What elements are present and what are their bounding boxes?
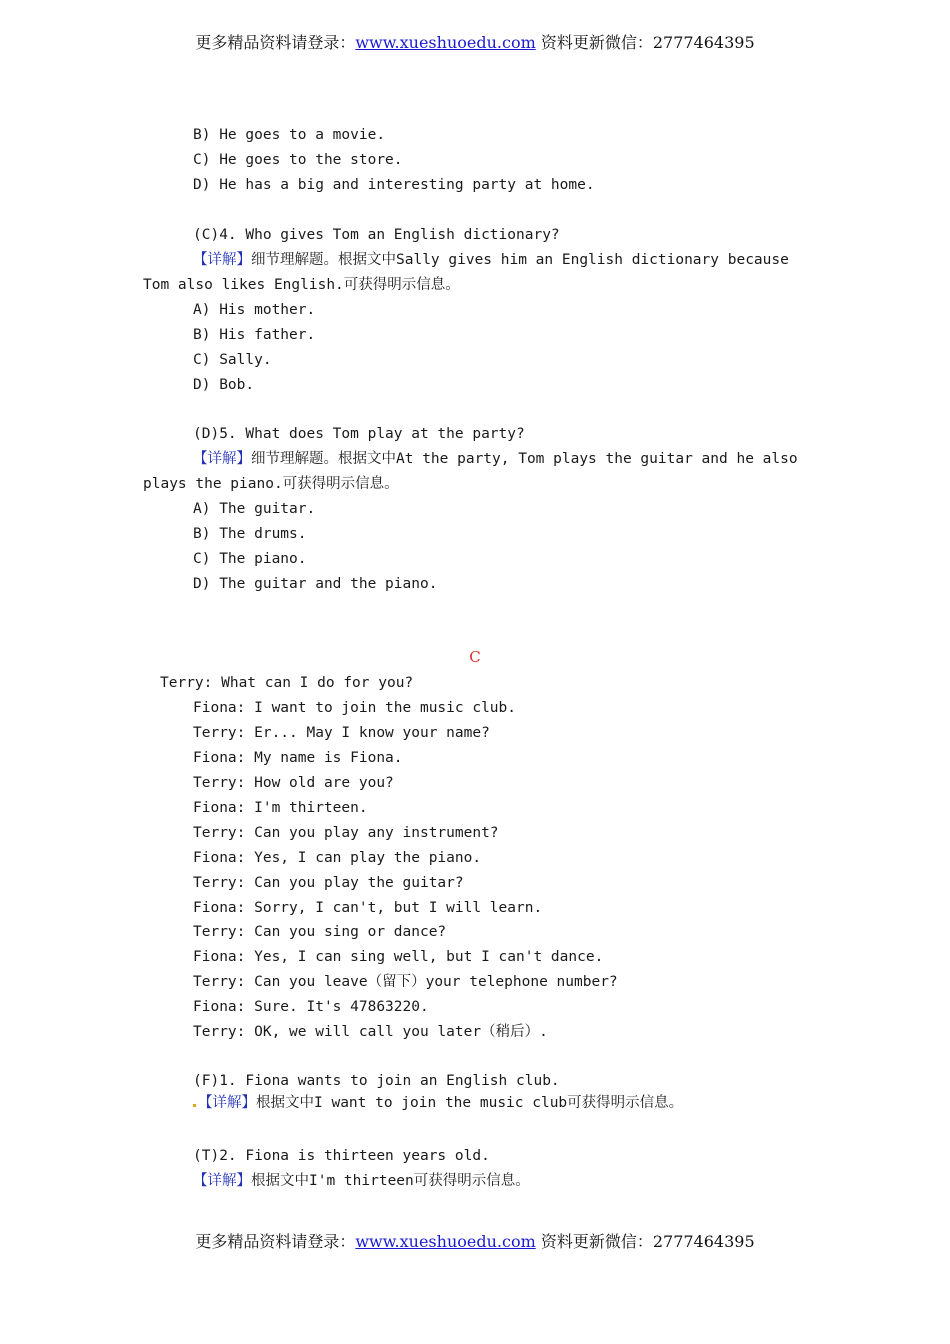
- dialogue-line: Terry: Can you leave（留下）your telephone number?: [193, 974, 618, 990]
- option-line: B) His father.: [193, 327, 316, 343]
- dialogue-line: Fiona: Sure. It's 47863220.: [193, 999, 429, 1015]
- explanation-tag: 【详解】: [193, 451, 251, 467]
- dialogue-line: Terry: What can I do for you?: [160, 675, 414, 691]
- question-line: (F)1. Fiona wants to join an English club.: [193, 1073, 560, 1089]
- explanation-tag: 【详解】: [193, 1173, 251, 1189]
- question-line: (C)4. Who gives Tom an English dictionary?: [193, 227, 560, 243]
- dialogue-line: Terry: OK, we will call you later（稍后）.: [193, 1024, 548, 1040]
- header-prefix: 更多精品资料请登录：: [195, 33, 356, 52]
- footer-suffix: 资料更新微信：2777464395: [535, 1232, 755, 1251]
- footer-link[interactable]: www.xueshuoedu.com: [355, 1232, 536, 1251]
- option-line: C) He goes to the store.: [193, 152, 403, 168]
- option-line: A) His mother.: [193, 302, 316, 318]
- question-line: (T)2. Fiona is thirteen years old.: [193, 1148, 490, 1164]
- option-line: D) He has a big and interesting party at home.: [193, 177, 595, 193]
- dialogue-line: Fiona: Yes, I can play the piano.: [193, 850, 482, 866]
- explanation-text: 根据文中I want to join the music club可获得明示信息。: [256, 1095, 684, 1111]
- explanation-text: 细节理解题。根据文中Sally gives him an English dictionary because: [251, 252, 789, 268]
- dialogue-line: Terry: Can you play the guitar?: [193, 875, 464, 891]
- dialogue-line: Terry: Can you sing or dance?: [193, 924, 447, 940]
- option-line: B) The drums.: [193, 526, 307, 542]
- dialogue-line: Fiona: I'm thirteen.: [193, 800, 368, 816]
- marker-dot: [193, 1104, 196, 1107]
- dialogue-line: Fiona: Sorry, I can't, but I will learn.: [193, 900, 543, 916]
- option-line: A) The guitar.: [193, 501, 316, 517]
- option-line: B) He goes to a movie.: [193, 127, 386, 143]
- dialogue-line: Terry: Er... May I know your name?: [193, 725, 490, 741]
- header-link[interactable]: www.xueshuoedu.com: [355, 33, 536, 52]
- dialogue-line: Fiona: I want to join the music club.: [193, 700, 517, 716]
- option-line: D) The guitar and the piano.: [193, 576, 438, 592]
- explanation-line: [193, 1093, 683, 1113]
- dialogue-line: Fiona: Yes, I can sing well, but I can't dance.: [193, 949, 604, 965]
- explanation-text: 细节理解题。根据文中At the party, Tom plays the guitar and he also: [251, 451, 798, 467]
- explanation-tag: 【详解】: [193, 252, 251, 268]
- option-line: C) The piano.: [193, 551, 307, 567]
- explanation-line: [193, 1171, 530, 1191]
- footer-prefix: 更多精品资料请登录：: [195, 1232, 356, 1251]
- dialogue-line: Terry: Can you play any instrument?: [193, 825, 499, 841]
- page-footer: [0, 1229, 950, 1252]
- page-header: [0, 30, 950, 53]
- explanation-text: 根据文中I'm thirteen可获得明示信息。: [251, 1173, 530, 1189]
- explanation-tag: 【详解】: [198, 1095, 256, 1111]
- section-heading: C: [469, 648, 481, 666]
- header-suffix: 资料更新微信：2777464395: [535, 33, 755, 52]
- dialogue-line: Terry: How old are you?: [193, 775, 394, 791]
- option-line: C) Sally.: [193, 352, 272, 368]
- option-line: D) Bob.: [193, 377, 255, 393]
- explanation-line: [193, 449, 798, 469]
- explanation-line: [193, 250, 789, 270]
- explanation-line: plays the piano.可获得明示信息。: [143, 476, 399, 492]
- question-line: (D)5. What does Tom play at the party?: [193, 426, 525, 442]
- dialogue-line: Fiona: My name is Fiona.: [193, 750, 403, 766]
- explanation-line: Tom also likes English.可获得明示信息。: [143, 277, 460, 293]
